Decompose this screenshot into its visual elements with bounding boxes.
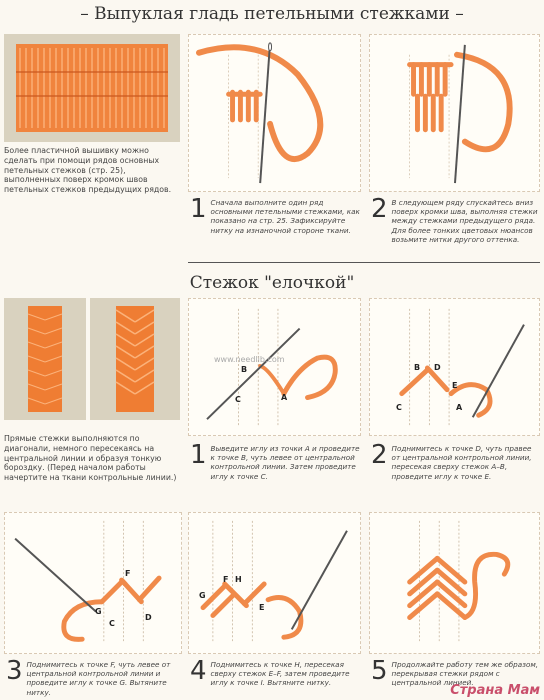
step-2-1: [190, 440, 365, 481]
step-text: Выведите иглу из точки A и проведите к точке B, чуть левее от центральной контрольной линии. Затем проведите иглу к точке C.: [210, 444, 360, 481]
watermark-site: www.needlib.com: [214, 355, 285, 364]
step-2-2: [371, 440, 542, 481]
step-text: Продолжайте работу тем же образом, перекрывая стежки рядом с центральной линией.: [391, 660, 539, 688]
embroidery-photo-herringbone-2: [90, 298, 180, 420]
step-number: 2: [371, 440, 388, 470]
point-label-a: A: [281, 393, 288, 402]
step-panel-1-1: [188, 34, 361, 192]
point-label-f: F: [223, 575, 229, 584]
embroidery-photo-herringbone-1: [4, 298, 86, 420]
section2-description: Прямые стежки выполняются по диагонали, немного пересекаясь на центральной линии и образуя тонкую бороздку. (Перед началом работы начертите на ткани контрольные линии.): [4, 434, 177, 483]
step-panel-1-2: [369, 34, 540, 192]
section-title-herringbone: Стежок "елочкой": [189, 273, 355, 293]
point-label-d: D: [145, 613, 152, 622]
point-label-c: C: [235, 395, 241, 404]
point-label-h: H: [235, 575, 242, 584]
point-label-a: A: [456, 403, 463, 412]
step-number: 4: [190, 656, 207, 686]
step-panel-2-2: [369, 298, 540, 436]
point-label-g: G: [199, 591, 206, 600]
step-number: 1: [190, 194, 207, 224]
section1-description: Более пластичной вышивку можно сделать при помощи рядов основных петельных стежков (стр. 25), выполненных поверх кромок швов петельных стежков предыдущих рядов.: [4, 146, 172, 195]
step-2-3: [6, 656, 184, 697]
section-title-buttonhole: – Выпуклая гладь петельными стежками –: [80, 4, 464, 24]
point-label-b: B: [414, 363, 421, 372]
point-label-b: B: [241, 365, 248, 374]
step-2-4: [190, 656, 365, 688]
step-number: 3: [6, 656, 23, 686]
step-panel-2-5: [369, 512, 540, 654]
step-1-2: [371, 194, 542, 244]
section-divider: [188, 262, 540, 263]
point-label-e: E: [452, 381, 458, 390]
step-text: В следующем ряду спускайтесь вниз поверх кромки шва, выполняя стежки между стежками предыдущего ряда. Для более тонких цветовых нюансов возьмите нитки другого оттенка.: [391, 198, 538, 244]
step-text: Поднимитесь к точке H, пересекая сверху стежок E–F, затем проведите иглу к точке I. Вытяните нитку.: [210, 660, 350, 688]
point-label-g: G: [95, 607, 102, 616]
embroidery-photo-buttonhole: [4, 34, 180, 142]
step-1-1: [190, 194, 365, 235]
step-text: Поднимитесь к точке F, чуть левее от центральной контрольной линии и проведите иглу к точке G. Вытяните нитку.: [26, 660, 171, 697]
step-text: Сначала выполните один ряд основными петельными стежками, как показано на стр. 25. Зафиксируйте нитку на изнаночной стороне ткани.: [210, 198, 360, 235]
point-label-f: F: [125, 569, 131, 578]
step-number: 1: [190, 440, 207, 470]
step-number: 5: [371, 656, 388, 686]
step-number: 2: [371, 194, 388, 224]
point-label-c: C: [109, 619, 115, 628]
step-panel-2-1: [188, 298, 361, 436]
step-panel-2-3: [4, 512, 182, 654]
watermark-brand: Страна Мам: [450, 683, 540, 698]
step-text: Поднимитесь к точке D, чуть правее от центральной контрольной линии, пересекая сверху стежок A–B, проведите иглу к точке E.: [391, 444, 532, 481]
point-label-e: E: [259, 603, 265, 612]
point-label-d: D: [434, 363, 441, 372]
step-panel-2-4: [188, 512, 361, 654]
point-label-c: C: [396, 403, 402, 412]
